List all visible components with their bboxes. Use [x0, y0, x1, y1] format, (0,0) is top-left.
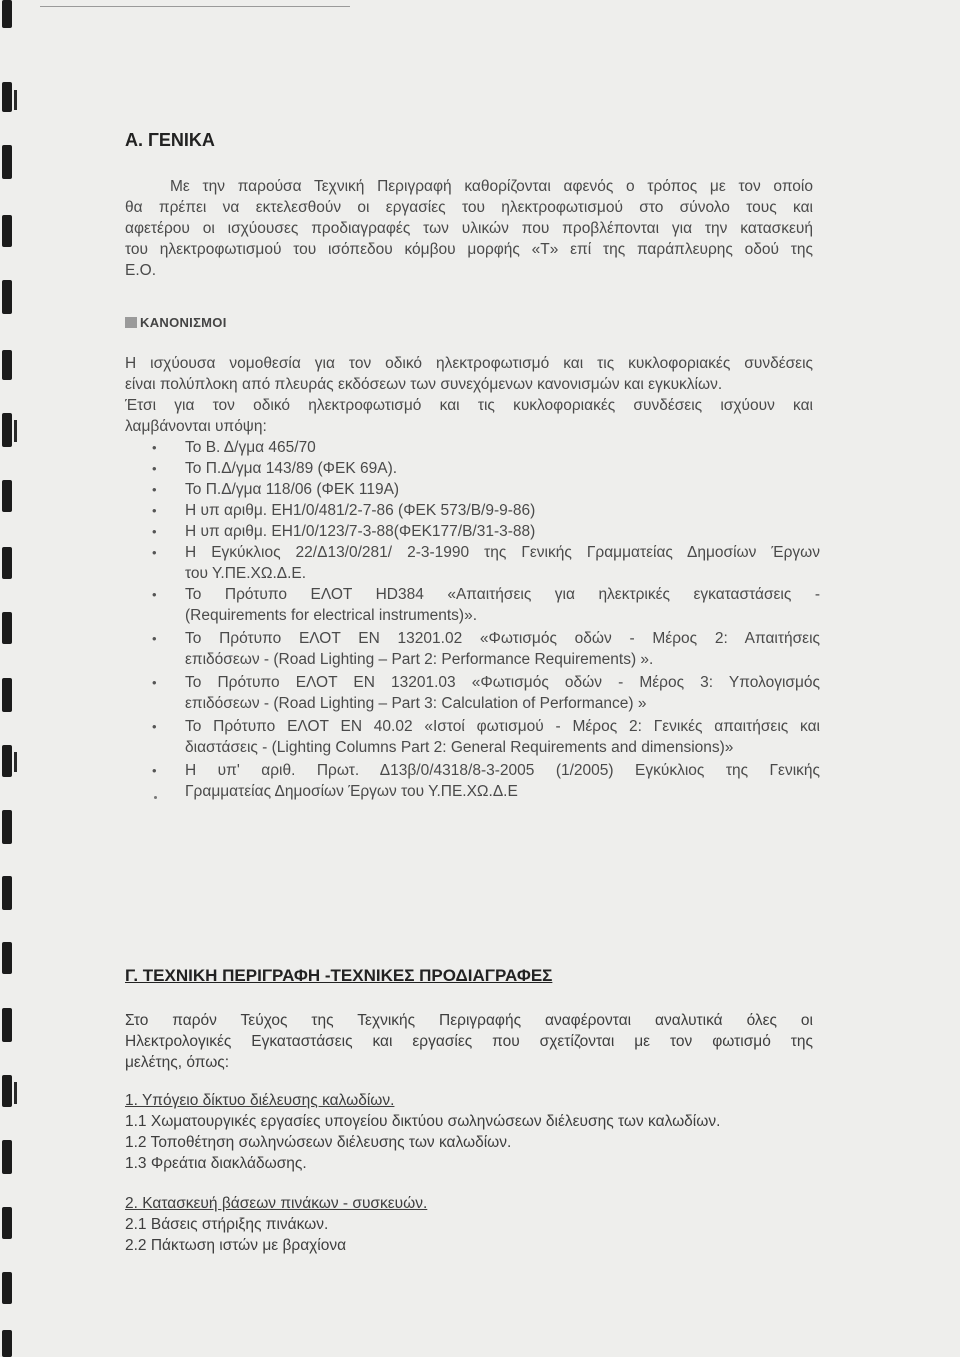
- paragraph-line: Με την παρούσα Τεχνική Περιγραφή καθορίζονται αφενός ο τρόπος με τον οποίο: [170, 178, 813, 195]
- subsection-item: 1.3 Φρεάτια διακλάδωσης.: [125, 1155, 307, 1172]
- paragraph-line: Η ισχύουσα νομοθεσία για τον οδικό ηλεκτροφωτισμό και τις κυκλοφοριακές συνδέσεις: [125, 355, 813, 372]
- section-b-heading: [125, 315, 227, 330]
- stray-dot: [154, 796, 157, 799]
- list-item: • Το Π.Δ/γμα 118/06 (ΦΕΚ 119Α): [150, 479, 820, 500]
- section-c-paragraph: [125, 1010, 813, 1073]
- section-c-heading: Γ. ΤΕΧΝΙΚΗ ΠΕΡΙΓΡΑΦΗ -ΤΕΧΝΙΚΕΣ ΠΡΟΔΙΑΓΡΑΦΕΣ: [125, 966, 553, 985]
- paragraph-line: Έτσι για τον οδικό ηλεκτροφωτισμό και τις κυκλοφοριακές συνδέσεις ισχύουν και: [125, 397, 813, 414]
- paragraph-line: Ε.Ο.: [125, 262, 157, 279]
- subsection-item: 1.2 Τοποθέτηση σωληνώσεων διέλευσης των καλωδίων.: [125, 1134, 512, 1151]
- list-item: • Η υπ αριθμ. ΕΗ1/0/123/7-3-88(ΦΕΚ177/Β/31-3-88): [150, 521, 820, 542]
- subsection-2-title: 2. Κατασκευή βάσεων πινάκων - συσκευών.: [125, 1195, 428, 1212]
- paragraph-line: αφετέρου οι ισχύουσες προδιαγραφές των υλικών που προβλέπονται για την κατασκευή: [125, 220, 813, 237]
- section-b-title: ΚΑΝΟΝΙΣΜΟΙ: [140, 315, 227, 330]
- list-item: • Η Εγκύκλιος 22/Δ13/0/281/ 2-3-1990 της Γενικής Γραμματείας Δημοσίων Έργων του Υ.ΠΕ.ΧΩ.Δ.Ε.: [150, 542, 820, 584]
- heading-prefix-smudge: [125, 317, 137, 328]
- subsection-2: [125, 1193, 427, 1256]
- section-b-paragraph: [125, 353, 813, 437]
- list-item: • Η υπ αριθμ. ΕΗ1/0/481/2-7-86 (ΦΕΚ 573/Β/9-9-86): [150, 500, 820, 521]
- paragraph-line: θα πρέπει να εκτελεσθούν οι εργασίες του ηλεκτροφωτισμού στο σύνολο τους και: [125, 199, 813, 216]
- list-item: • Το Πρότυπο ΕΛΟΤ HD384 «Απαιτήσεις για ηλεκτρικές εγκαταστάσεις - (Requirements for electrical instruments)».: [150, 584, 820, 626]
- subsection-item: 1.1 Χωματουργικές εργασίες υπογείου δικτύου σωληνώσεων διέλευσης των καλωδίων.: [125, 1113, 721, 1130]
- paragraph-line: είναι πολύπλοκη από πλευράς εκδόσεων των συνεχόμενων κανονισμών και εγκυκλίων.: [125, 376, 723, 393]
- list-item: • Το Πρότυπο ΕΛΟΤ ΕΝ 13201.02 «Φωτισμός οδών - Μέρος 2: Απαιτήσεις επιδόσεων - (Road Lighting – Part 2: Performance Requirements) ».: [150, 628, 820, 670]
- list-item: • Το Πρότυπο ΕΛΟΤ ΕΝ 13201.03 «Φωτισμός οδών - Μέρος 3: Υπολογισμός επιδόσεων - (Road Lighting – Part 3: Calculation of Performance) »: [150, 672, 820, 714]
- section-a-paragraph: [125, 176, 813, 281]
- paragraph-line: Στο παρόν Τεύχος της Τεχνικής Περιγραφής αναφέρονται αναλυτικά όλες οι: [125, 1012, 813, 1029]
- paragraph-line: του ηλεκτροφωτισμού του ισόπεδου κόμβου μορφής «Τ» επί της παράπλευρης οδού της: [125, 241, 813, 258]
- subsection-item: 2.1 Βάσεις στήριξης πινάκων.: [125, 1216, 329, 1233]
- section-a-heading: Α. ΓΕΝΙΚΑ: [125, 130, 215, 150]
- subsection-1: [125, 1090, 720, 1174]
- binding-edge: [0, 0, 40, 1357]
- list-item: • Το Π.Δ/γμα 143/89 (ΦΕΚ 69Α).: [150, 458, 820, 479]
- paragraph-line: μελέτης, όπως:: [125, 1054, 230, 1071]
- list-item: • Το Πρότυπο ΕΛΟΤ ΕΝ 40.02 «Ιστοί φωτισμού - Μέρος 2: Γενικές απαιτήσεις και διαστάσεις - (Lighting Columns Part 2: General Requirements and dimensions)»: [150, 716, 820, 758]
- subsection-1-title: 1. Υπόγειο δίκτυο διέλευσης καλωδίων.: [125, 1092, 395, 1109]
- paragraph-line: Ηλεκτρολογικές Εγκαταστάσεις και εργασίες που σχετίζονται με τον φωτισμό της: [125, 1033, 813, 1050]
- list-item: • Το Β. Δ/γμα 465/70: [150, 437, 820, 458]
- regulations-list: [150, 437, 820, 802]
- subsection-item: 2.2 Πάκτωση ιστών με βραχίονα: [125, 1237, 347, 1254]
- paragraph-line: λαμβάνονται υπόψη:: [125, 418, 267, 435]
- list-item: • Η υπ' αριθ. Πρωτ. Δ13β/0/4318/8-3-2005 (1/2005) Εγκύκλιος της Γενικής Γραμματείας Δημοσίων Έργων του Υ.ΠΕ.ΧΩ.Δ.Ε: [150, 760, 820, 802]
- top-rule: [40, 6, 350, 7]
